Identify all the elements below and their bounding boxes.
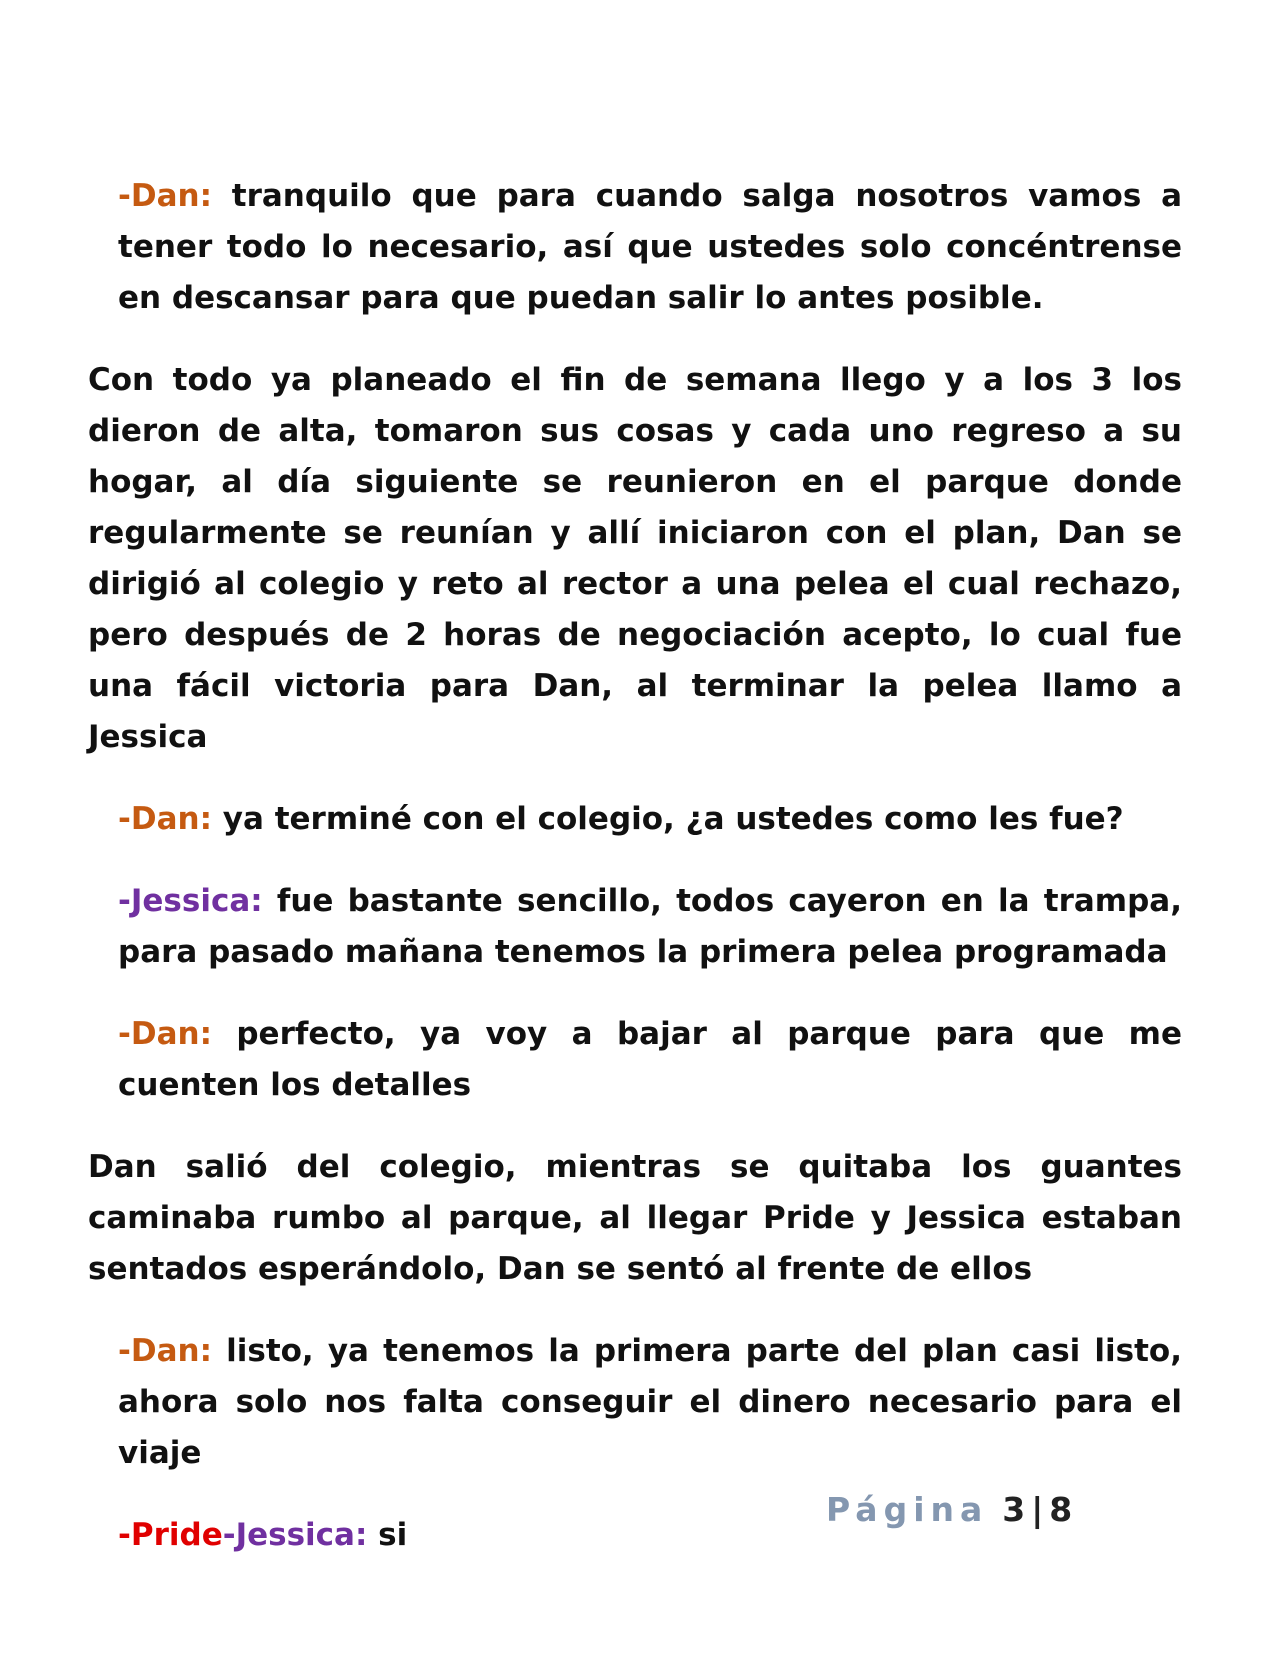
dialogue-text: listo, ya tenemos la primera parte del plan casi listo, ahora solo nos falta conseguir el dinero necesario para el viaje	[118, 1333, 1182, 1471]
dialogue-line-dan	[118, 794, 1182, 845]
dialogue-line-jessica	[118, 876, 1182, 978]
page-separator: |	[1031, 1490, 1044, 1529]
narration-paragraph: Con todo ya planeado el fin de semana llego y a los 3 los dieron de alta, tomaron sus cosas y cada uno regreso a su hogar, al día siguiente se reunieron en el parque donde regularmente se reunían y allí iniciaron con el plan, Dan se dirigió al colegio y reto al rector a una pelea el cual rechazo, pero después de 2 horas de negociación acepto, lo cual fue una fácil victoria para Dan, al terminar la pelea llamo a Jessica	[88, 362, 1182, 755]
speaker-jessica: -Jessica:	[222, 1517, 368, 1553]
current-page-number: 3	[1002, 1490, 1026, 1529]
document-page	[88, 140, 1182, 1577]
speaker-dan: -Dan:	[118, 1333, 212, 1369]
dialogue-line-dan	[118, 1326, 1182, 1479]
speaker-dan: -Dan:	[118, 801, 212, 837]
speaker-jessica: -Jessica:	[118, 883, 263, 919]
dialogue-line-dan	[118, 171, 1182, 324]
dialogue-text: tranquilo que para cuando salga nosotros vamos a tener todo lo necesario, así que ustedes solo concéntrense en descansar para que puedan salir lo antes posible.	[118, 178, 1182, 316]
dialogue-text: ya terminé con el colegio, ¿a ustedes como les fue?	[211, 801, 1124, 837]
dialogue-line-dan	[118, 1009, 1182, 1111]
dialogue-text: fue bastante sencillo, todos cayeron en la trampa, para pasado mañana tenemos la primera pelea programada	[118, 883, 1182, 970]
speaker-dan: -Dan:	[118, 1016, 212, 1052]
speaker-pride: -Pride	[118, 1517, 223, 1553]
dialogue-text: perfecto, ya voy a bajar al parque para que me cuenten los detalles	[118, 1016, 1182, 1103]
page-label: Página	[826, 1490, 989, 1529]
page-number-footer	[826, 1490, 1072, 1530]
narration-paragraph: Dan salió del colegio, mientras se quitaba los guantes caminaba rumbo al parque, al llegar Pride y Jessica estaban sentados esperándolo, Dan se sentó al frente de ellos	[88, 1149, 1182, 1287]
total-page-count: 8	[1049, 1490, 1073, 1529]
speaker-dan: -Dan:	[118, 178, 212, 214]
dialogue-text: si	[367, 1517, 408, 1553]
